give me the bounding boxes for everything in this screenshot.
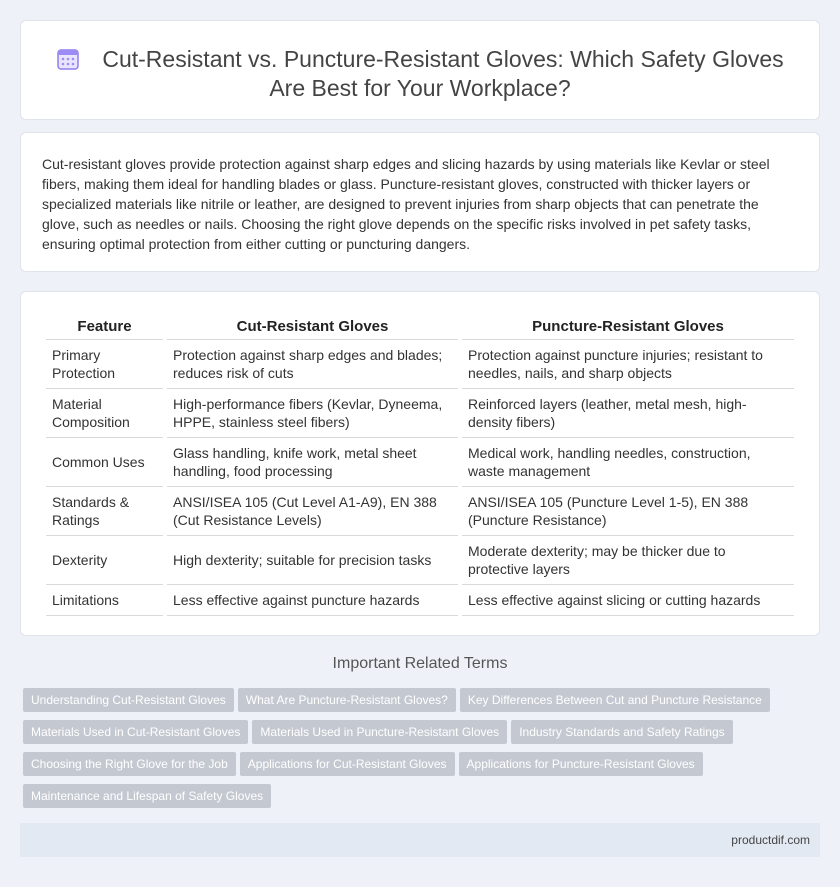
header-card <box>20 20 820 120</box>
table-cell-puncture: Reinforced layers (leather, metal mesh, high-density fibers) <box>462 389 794 438</box>
table-cell-feature: Material Composition <box>46 389 163 438</box>
column-header-puncture: Puncture-Resistant Gloves <box>462 316 794 340</box>
table-cell-cut: High dexterity; suitable for precision tasks <box>167 536 458 585</box>
table-cell-puncture: Less effective against slicing or cutting hazards <box>462 585 794 616</box>
table-cell-feature: Limitations <box>46 585 163 616</box>
related-term-tag[interactable]: Key Differences Between Cut and Puncture Resistance <box>460 688 770 712</box>
table-row <box>46 438 794 487</box>
table-cell-puncture: Protection against puncture injuries; resistant to needles, nails, and sharp objects <box>462 340 794 389</box>
related-terms-list <box>23 688 823 816</box>
comparison-table-card <box>20 291 820 636</box>
table-cell-cut: Less effective against puncture hazards <box>167 585 458 616</box>
table-row <box>46 536 794 585</box>
table-cell-cut: Glass handling, knife work, metal sheet handling, food processing <box>167 438 458 487</box>
table-header-row <box>46 316 794 340</box>
related-term-tag[interactable]: Materials Used in Cut-Resistant Gloves <box>23 720 248 744</box>
title-wrap <box>51 45 789 103</box>
table-cell-feature: Dexterity <box>46 536 163 585</box>
table-cell-feature: Common Uses <box>46 438 163 487</box>
table-cell-cut: ANSI/ISEA 105 (Cut Level A1-A9), EN 388 (Cut Resistance Levels) <box>167 487 458 536</box>
table-cell-puncture: Medical work, handling needles, construction, waste management <box>462 438 794 487</box>
table-row <box>46 487 794 536</box>
related-term-tag[interactable]: Materials Used in Puncture-Resistant Gloves <box>252 720 507 744</box>
table-cell-puncture: ANSI/ISEA 105 (Puncture Level 1-5), EN 388 (Puncture Resistance) <box>462 487 794 536</box>
related-term-tag[interactable]: Applications for Puncture-Resistant Gloves <box>459 752 703 776</box>
table-cell-puncture: Moderate dexterity; may be thicker due to protective layers <box>462 536 794 585</box>
column-header-cut: Cut-Resistant Gloves <box>167 316 458 340</box>
footer-site-name[interactable]: productdif.com <box>731 833 810 847</box>
related-term-tag[interactable]: Understanding Cut-Resistant Gloves <box>23 688 234 712</box>
page-title: Cut-Resistant vs. Puncture-Resistant Gloves: Which Safety Gloves Are Best for Your Workplace? <box>102 46 784 101</box>
table-cell-feature: Standards & Ratings <box>46 487 163 536</box>
related-terms-title: Important Related Terms <box>332 655 508 672</box>
table-cell-cut: Protection against sharp edges and blades; reduces risk of cuts <box>167 340 458 389</box>
related-term-tag[interactable]: Applications for Cut-Resistant Gloves <box>240 752 455 776</box>
related-term-tag[interactable]: What Are Puncture-Resistant Gloves? <box>238 688 456 712</box>
comparison-table <box>42 316 798 616</box>
table-cell-cut: High-performance fibers (Kevlar, Dyneema, HPPE, stainless steel fibers) <box>167 389 458 438</box>
calendar-grid-icon <box>56 47 80 71</box>
intro-card <box>20 132 820 272</box>
table-row <box>46 389 794 438</box>
intro-paragraph: Cut-resistant gloves provide protection against sharp edges and slicing hazards by using materials like Kevlar or steel fibers, making them ideal for handling blades or glass. Puncture-resistant gloves, constructed with thicker layers or specialized materials like nitrile or leather, are designed to prevent injuries from sharp objects that can penetrate the glove, such as needles or nails. Choosing the right glove depends on the specific risks involved in pet safety tasks, ensuring optimal protection from either cutting or puncturing dangers. <box>42 156 770 252</box>
table-cell-feature: Primary Protection <box>46 340 163 389</box>
column-header-feature: Feature <box>46 316 163 340</box>
table-row <box>46 340 794 389</box>
related-term-tag[interactable]: Choosing the Right Glove for the Job <box>23 752 236 776</box>
related-term-tag[interactable]: Industry Standards and Safety Ratings <box>511 720 732 744</box>
table-row <box>46 585 794 616</box>
related-term-tag[interactable]: Maintenance and Lifespan of Safety Gloves <box>23 784 271 808</box>
footer <box>20 823 820 857</box>
